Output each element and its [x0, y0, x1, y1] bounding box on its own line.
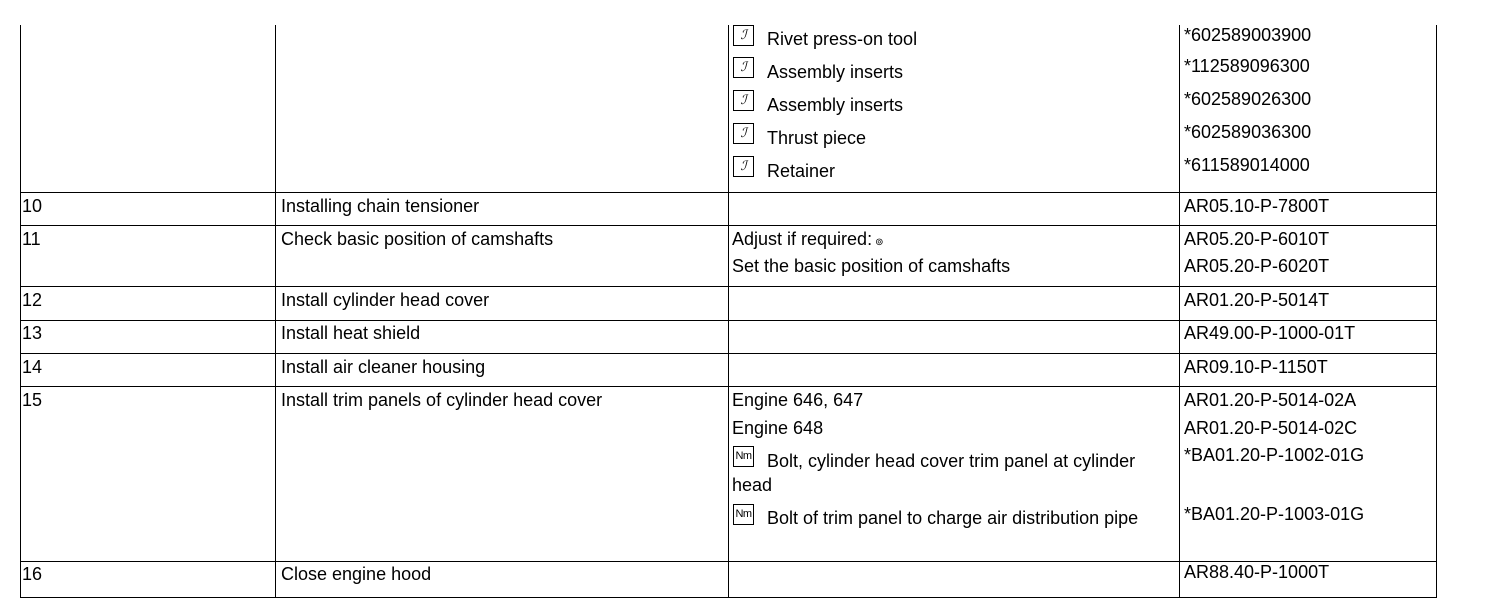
step-text: Install cylinder head cover [281, 290, 490, 310]
tool-icon: ℐ [733, 25, 754, 46]
step-note: Set the basic position of camshafts [732, 256, 1011, 276]
row-divider [20, 225, 1437, 226]
engine-note: Engine 648 [732, 418, 824, 438]
step-number: 14 [22, 357, 43, 377]
table-border-left [20, 25, 21, 598]
engine-note: Engine 646, 647 [732, 390, 864, 410]
table-divider-2 [728, 25, 729, 598]
reference-link[interactable]: AR09.10-P-1150T [1184, 357, 1328, 377]
table-divider-3 [1179, 25, 1180, 598]
step-text: Install heat shield [281, 323, 421, 343]
torque-reference[interactable]: *BA01.20-P-1002-01G [1184, 445, 1365, 465]
tool-ref: *602589036300 [1184, 122, 1312, 142]
table-divider-1 [275, 25, 276, 598]
tool-label: Thrust piece [767, 128, 867, 148]
tool-icon: ℐ [733, 156, 754, 177]
tool-label: Retainer [767, 161, 836, 181]
reference-link[interactable]: AR05.10-P-7800T [1184, 196, 1330, 216]
info-icon: ⊚ [875, 237, 884, 248]
tool-ref: *602589026300 [1184, 89, 1312, 109]
step-text: Install trim panels of cylinder head cover [281, 390, 603, 410]
step-text: Check basic position of camshafts [281, 229, 554, 249]
step-number: 16 [22, 564, 43, 584]
torque-note: Bolt of trim panel to charge air distribution pipe [767, 508, 1139, 528]
reference-link[interactable]: AR01.20-P-5014-02C [1184, 418, 1358, 438]
row-divider [20, 192, 1437, 193]
torque-icon: Nm [733, 446, 754, 467]
table-border-bottom [20, 597, 1437, 598]
tool-label: Rivet press-on tool [767, 29, 918, 49]
tool-icon: ℐ [733, 123, 754, 144]
reference-link[interactable]: AR01.20-P-5014-02A [1184, 390, 1357, 410]
torque-reference[interactable]: *BA01.20-P-1003-01G [1184, 504, 1365, 524]
tool-label: Assembly inserts [767, 95, 904, 115]
step-number: 11 [22, 229, 41, 249]
reference-link[interactable]: AR49.00-P-1000-01T [1184, 323, 1356, 343]
tool-ref: *611589014000 [1184, 155, 1310, 175]
step-number: 13 [22, 323, 43, 343]
tool-icon: ℐ [733, 90, 754, 111]
tool-label: Assembly inserts [767, 62, 904, 82]
step-text: Close engine hood [281, 564, 432, 584]
reference-link[interactable]: AR05.20-P-6010T [1184, 229, 1330, 249]
reference-link[interactable]: AR05.20-P-6020T [1184, 256, 1330, 276]
step-number: 12 [22, 290, 43, 310]
step-number: 15 [22, 390, 43, 410]
tool-ref: *112589096300 [1184, 56, 1310, 76]
step-text: Installing chain tensioner [281, 196, 480, 216]
reference-link[interactable]: AR88.40-P-1000T [1184, 562, 1330, 582]
tool-icon: ℐ [733, 57, 754, 78]
row-divider [20, 320, 1437, 321]
row-divider [20, 286, 1437, 287]
table-border-right [1436, 25, 1437, 598]
row-divider [20, 353, 1437, 354]
torque-note: Bolt, cylinder head cover trim panel at cylinder head [732, 451, 1136, 495]
step-number: 10 [22, 196, 43, 216]
torque-icon: Nm [733, 504, 754, 525]
reference-link[interactable]: AR01.20-P-5014T [1184, 290, 1330, 310]
step-text: Install air cleaner housing [281, 357, 486, 377]
step-note: Adjust if required: ⊚ [732, 229, 884, 249]
tool-ref: *602589003900 [1184, 25, 1312, 45]
row-divider [20, 386, 1437, 387]
